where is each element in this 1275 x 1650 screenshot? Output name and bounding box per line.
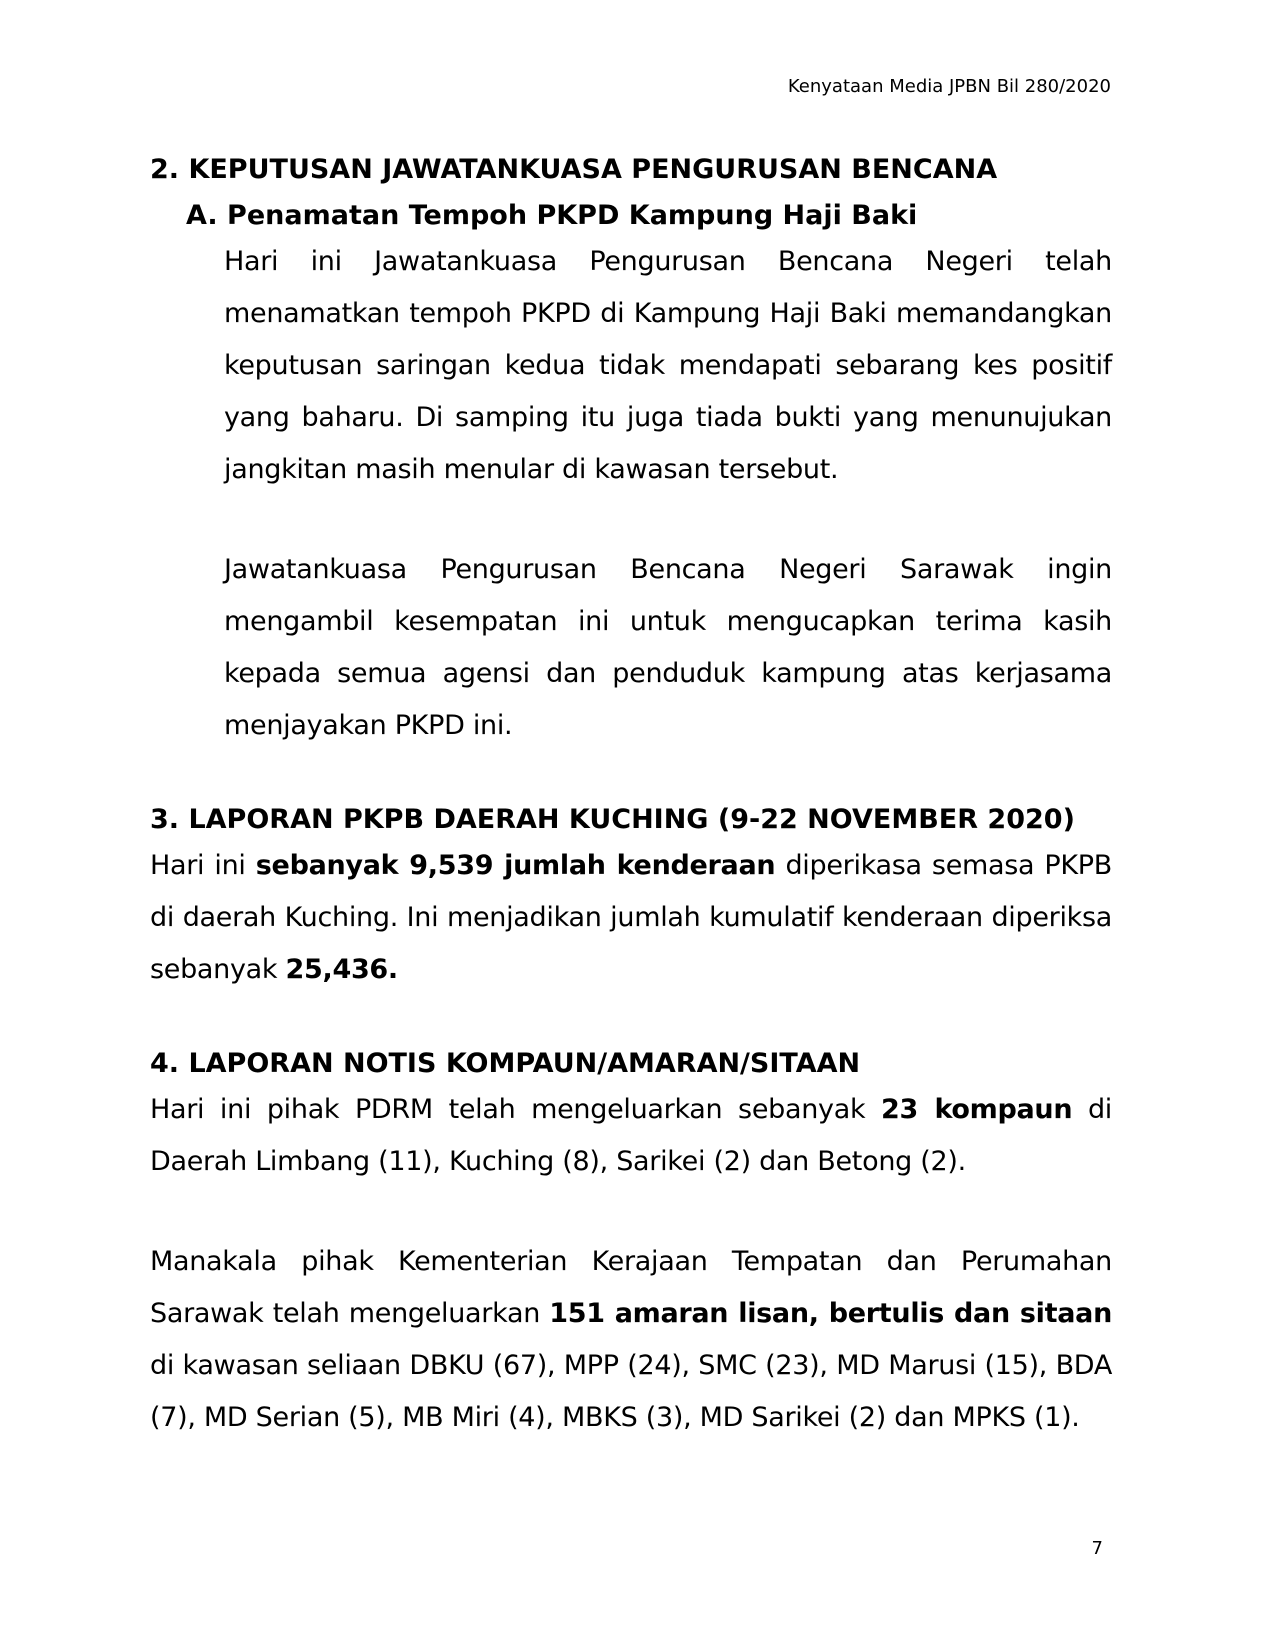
vehicle-count-bold: sebanyak 9,539 jumlah kenderaan <box>255 850 776 881</box>
section-2a-paragraph-2: Jawatankuasa Pengurusan Bencana Negeri Sarawak ingin mengambil kesempatan ini untuk mengucapkan terima kasih kepada semua agensi dan penduduk kampung atas kerjasama menjayakan PKPD ini. <box>224 554 1112 741</box>
section-4-heading: 4. LAPORAN NOTIS KOMPAUN/AMARAN/SITAAN <box>150 1048 861 1079</box>
section-4-paragraph-1 <box>150 1084 1112 1188</box>
document-reference-header: Kenyataan Media JPBN Bil 280/2020 <box>787 76 1111 97</box>
cumulative-count-bold: 25,436. <box>285 954 398 985</box>
section-2a-paragraph-1: Hari ini Jawatankuasa Pengurusan Bencana Negeri telah menamatkan tempoh PKPD di Kampung Haji Baki memandangkan keputusan saringan kedua tidak mendapati sebarang kes positif yang baharu. Di samping itu juga tiada bukti yang menunujukan jangkitan masih menular di kawasan tersebut. <box>224 246 1112 485</box>
document-body <box>150 152 1112 1444</box>
section-2a-heading: A. Penamatan Tempoh PKPD Kampung Haji Baki <box>186 200 918 231</box>
section-4-p1-post: di Daerah Limbang (11), Kuching (8), Sarikei (2) dan Betong (2). <box>150 1094 1112 1177</box>
section-4-p1-pre: Hari ini pihak PDRM telah mengeluarkan sebanyak <box>150 1094 881 1125</box>
section-3-text-mid: diperikasa semasa PKPB di daerah Kuching. Ini menjadikan jumlah kumulatif kenderaan diperiksa sebanyak <box>150 850 1113 985</box>
section-3-heading: 3. LAPORAN PKPB DAERAH KUCHING (9-22 NOVEMBER 2020) <box>150 804 1075 835</box>
section-4-p2-post: di kawasan seliaan DBKU (67), MPP (24), SMC (23), MD Marusi (15), BDA (7), MD Serian (5), MB Miri (4), MBKS (3), MD Sarikei (2) dan MPKS (1). <box>150 1350 1112 1433</box>
section-4-paragraph-2 <box>150 1236 1112 1444</box>
compound-count-bold: 23 kompaun <box>880 1094 1073 1125</box>
page-number: 7 <box>1091 1538 1103 1559</box>
section-3-paragraph <box>150 840 1112 996</box>
warning-count-bold: 151 amaran lisan, bertulis dan sitaan <box>549 1298 1113 1329</box>
section-3-text-pre: Hari ini <box>150 850 256 881</box>
section-2-heading: 2. KEPUTUSAN JAWATANKUASA PENGURUSAN BENCANA <box>150 154 998 185</box>
section-4-p2-pre: Manakala pihak Kementerian Kerajaan Tempatan dan Perumahan Sarawak telah mengeluarkan <box>150 1246 1112 1329</box>
